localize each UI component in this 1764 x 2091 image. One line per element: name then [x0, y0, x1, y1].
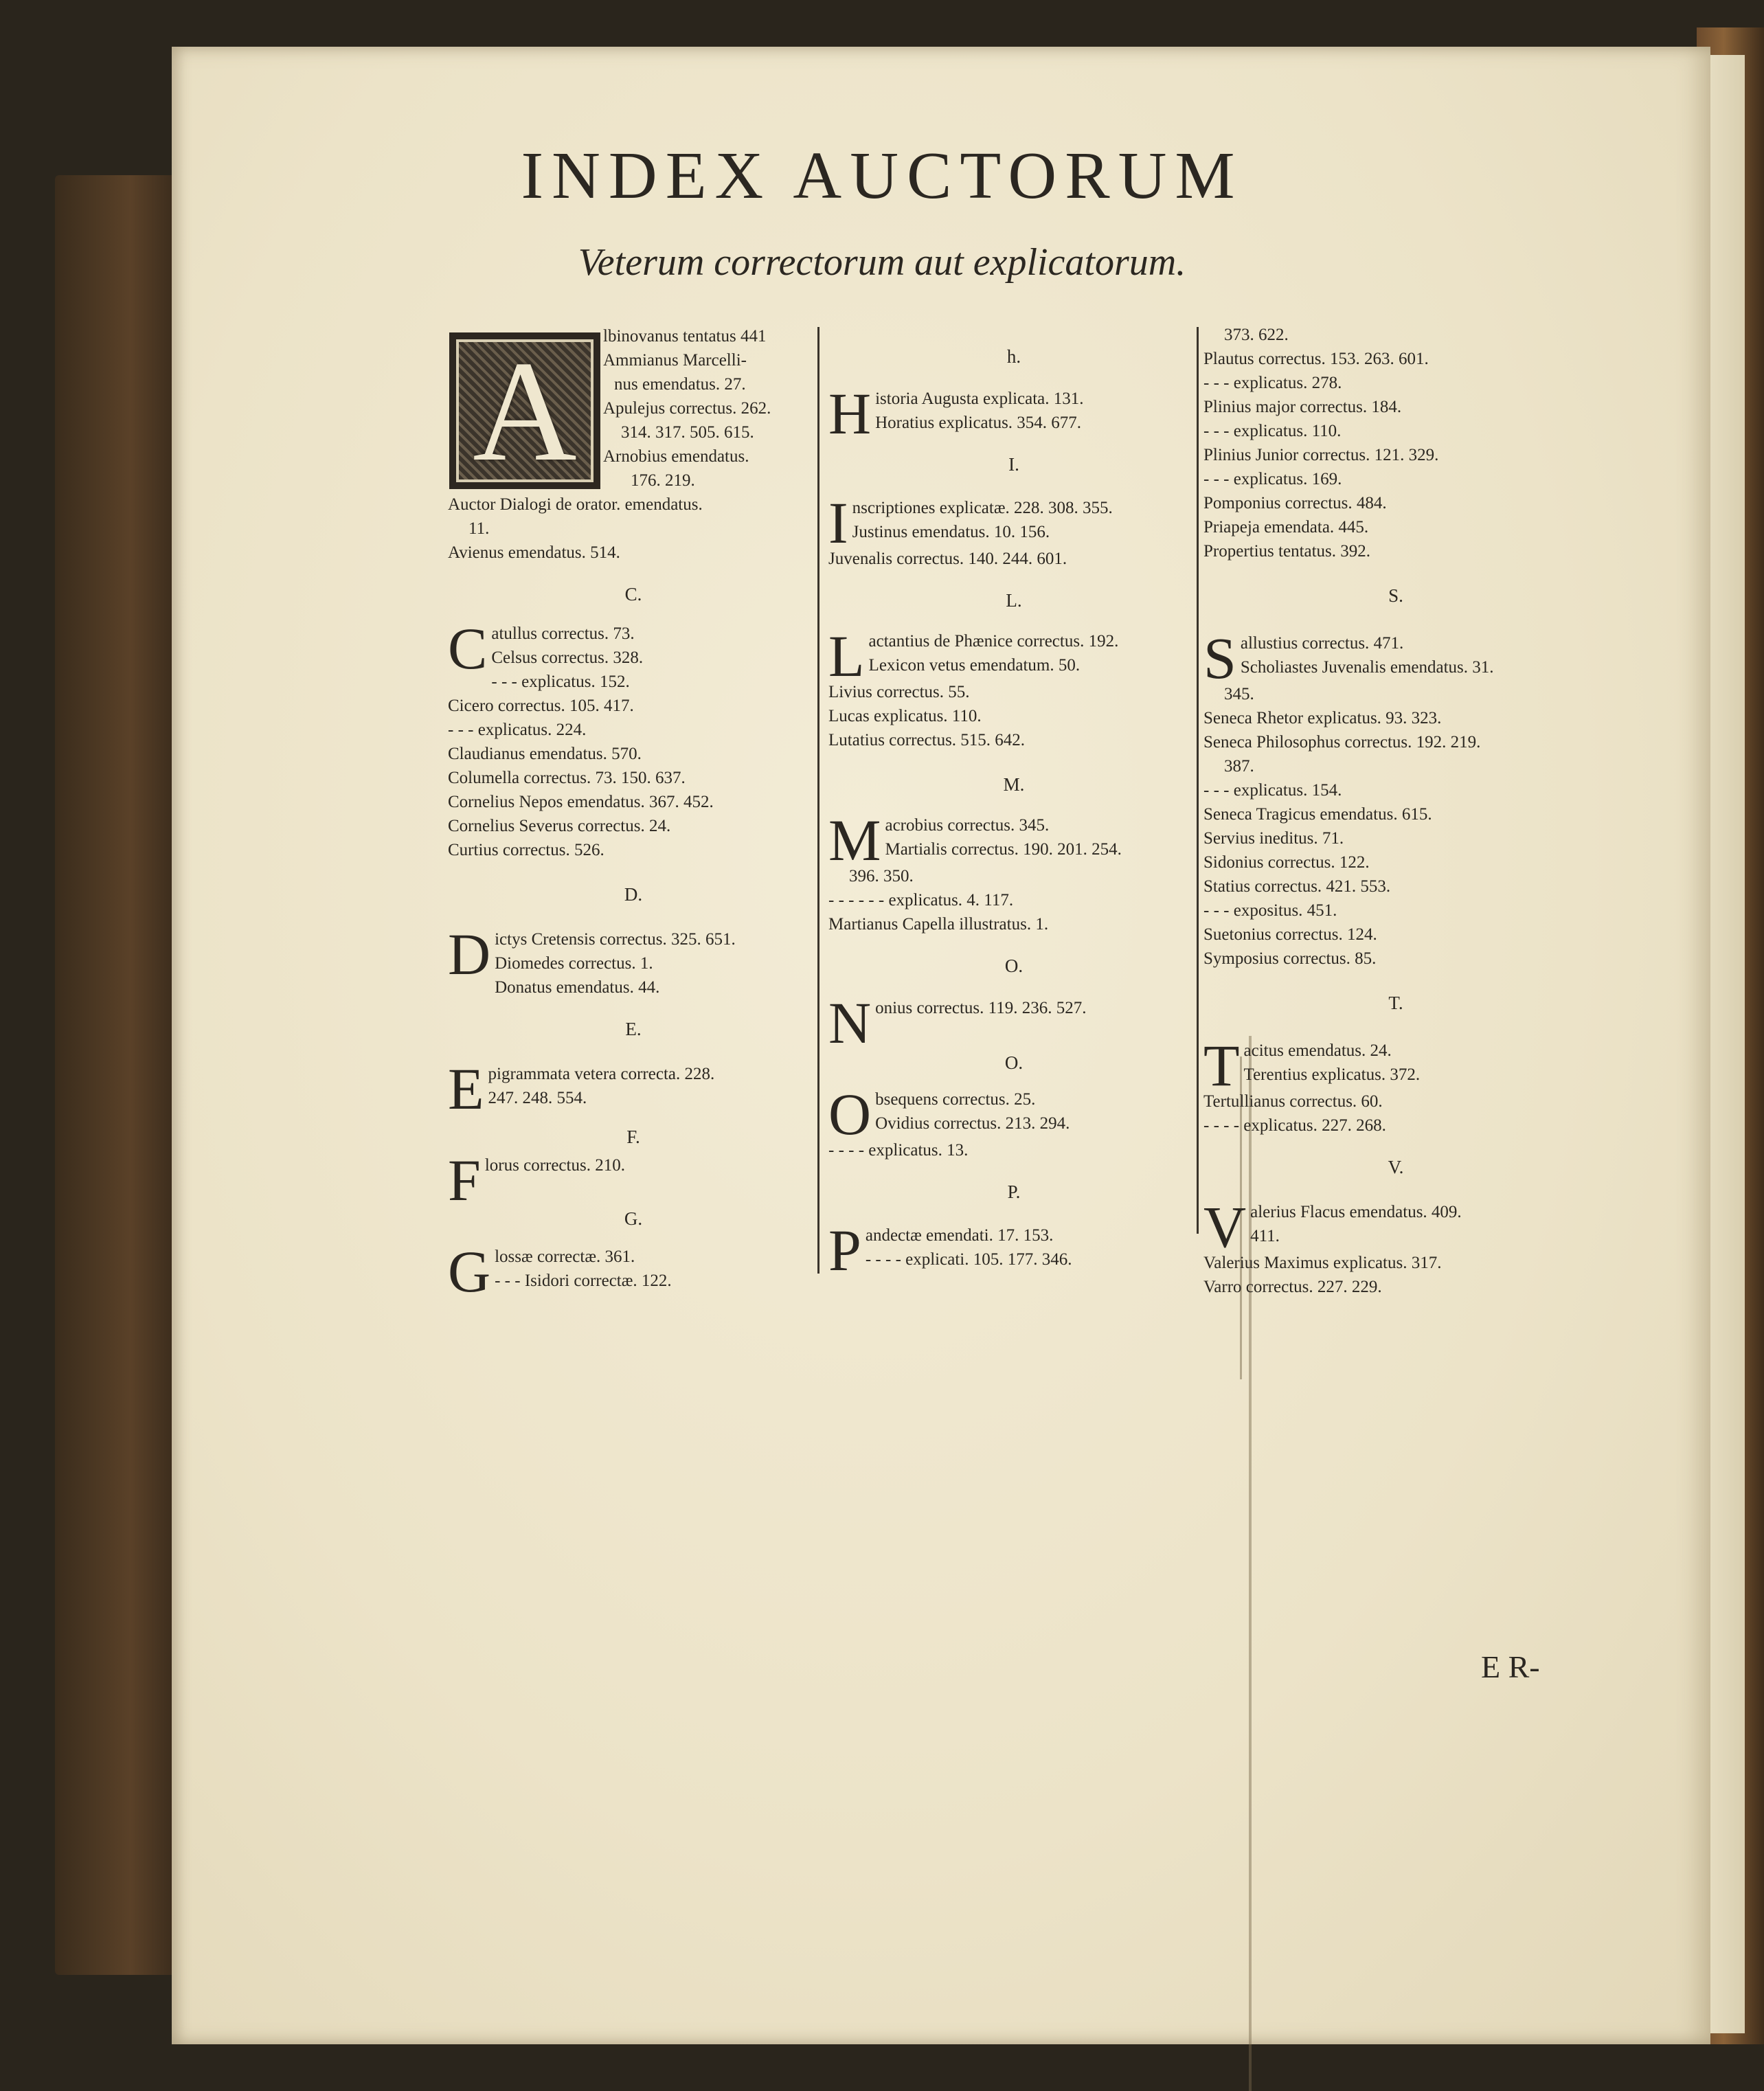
section-v [1203, 1194, 1588, 1299]
letter-header-c: C. [624, 584, 642, 604]
drop-cap-t: T [1203, 1032, 1240, 1098]
page-subtitle: Veterum correctorum aut explicatorum. [578, 241, 1186, 284]
index-entry: Plinius major correctus. 184. [1203, 398, 1402, 416]
letter-header-f: F. [626, 1127, 640, 1147]
index-entry: acrobius correctus. 345. [885, 816, 1050, 835]
section-t [1203, 1032, 1588, 1138]
letter-header-v: V. [1388, 1157, 1404, 1177]
drop-cap-p: P [828, 1217, 861, 1283]
index-entry: - - - - explicatus. 227. 268. [1203, 1116, 1386, 1135]
index-entry: Curtius correctus. 526. [448, 841, 604, 859]
letter-header-h: h. [1006, 346, 1021, 367]
letter-header-s: S. [1388, 585, 1403, 606]
index-entry: allustius correctus. 471. [1240, 634, 1404, 653]
index-entry: - - - - explicatus. 13. [828, 1141, 969, 1160]
index-entry: Auctor Dialogi de orator. emendatus. [448, 495, 703, 514]
page-title: INDEX AUCTORUM [521, 139, 1243, 213]
index-column-3 [1203, 323, 1588, 1299]
index-entry: Diomedes correctus. 1. [495, 954, 653, 973]
letter-header-e: E. [625, 1019, 642, 1039]
index-entry: - - - explicatus. 154. [1203, 781, 1342, 800]
drop-cap-f: F [448, 1147, 481, 1213]
index-entry: Ovidius correctus. 213. 294. [875, 1114, 1070, 1133]
drop-cap-m: M [828, 807, 881, 873]
index-entry: Apulejus correctus. 262. [603, 399, 771, 418]
letter-header-o: O. [1004, 1052, 1024, 1073]
index-entry: Suetonius correctus. 124. [1203, 925, 1377, 944]
letter-header-i: I. [1008, 454, 1019, 475]
letter-header-t: T. [1388, 993, 1403, 1013]
section-s [1203, 625, 1588, 971]
initial-letter: A [473, 332, 577, 491]
index-entry: Lexicon vetus emendatum. 50. [868, 656, 1081, 675]
index-entry: Martianus Capella illustratus. 1. [828, 915, 1049, 934]
section-h [828, 381, 1199, 447]
index-entry: Valerius Maximus explicatus. 317. [1203, 1254, 1442, 1272]
index-entry: Claudianus emendatus. 570. [448, 745, 642, 763]
index-entry: andectæ emendati. 17. 153. [865, 1226, 1054, 1245]
index-entry: lossæ correctæ. 361. [495, 1247, 635, 1266]
drop-cap-g: G [448, 1239, 491, 1304]
index-entry: ictys Cretensis correctus. 325. 651. [495, 930, 736, 949]
index-entry: - - - expositus. 451. [1203, 901, 1337, 920]
index-entry: 373. 622. [1224, 326, 1289, 344]
section-c [448, 615, 819, 862]
index-entry: 345. [1224, 685, 1254, 703]
index-entry: alerius Flacus emendatus. 409. [1250, 1203, 1462, 1221]
letter-header-n: O. [1004, 956, 1024, 976]
index-column-2 [828, 332, 1199, 1283]
section-g [448, 1239, 819, 1304]
letter-header-p: P. [1007, 1182, 1021, 1202]
index-entry: Ammianus Marcelli- [603, 351, 747, 370]
index-entry: Priapeja emendata. 445. [1203, 518, 1369, 536]
index-entry: lorus correctus. 210. [484, 1156, 625, 1175]
index-entry: onius correctus. 119. 236. 527. [875, 999, 1087, 1017]
letter-header-g: G. [624, 1208, 643, 1229]
index-entry: atullus correctus. 73. [491, 624, 635, 643]
index-entry: 314. 317. 505. 615. [621, 423, 754, 442]
drop-cap-i: I [828, 490, 848, 556]
section-i [828, 490, 1199, 571]
index-entry: Pomponius correctus. 484. [1203, 494, 1387, 512]
index-entry: Propertius tentatus. 392. [1203, 542, 1371, 561]
index-entry: Tertullianus correctus. 60. [1203, 1092, 1383, 1111]
index-entry: - - - explicatus. 110. [1203, 422, 1342, 440]
index-entry: Columella correctus. 73. 150. 637. [448, 769, 686, 787]
index-entry: Juvenalis correctus. 140. 244. 601. [828, 550, 1067, 568]
drop-cap-c: C [448, 615, 488, 681]
index-entry: - - - - explicati. 105. 177. 346. [865, 1250, 1072, 1269]
index-entry: - - - explicatus. 169. [1203, 470, 1342, 488]
index-entry: 411. [1250, 1227, 1280, 1245]
index-entry: Seneca Rhetor explicatus. 93. 323. [1203, 709, 1442, 727]
section-n [828, 990, 1199, 1056]
index-entry: Scholiastes Juvenalis emendatus. 31. [1240, 658, 1494, 677]
index-entry: Plautus correctus. 153. 263. 601. [1203, 350, 1429, 368]
index-entry: Seneca Tragicus emendatus. 615. [1203, 805, 1432, 824]
index-entry: Avienus emendatus. 514. [448, 543, 620, 562]
drop-cap-h: H [828, 381, 872, 447]
index-entry: Donatus emendatus. 44. [495, 978, 660, 997]
letter-header-m: M. [1003, 774, 1025, 795]
index-entry: Servius ineditus. 71. [1203, 829, 1344, 848]
index-entry: Martialis correctus. 190. 201. 254. [885, 840, 1122, 859]
drop-cap-n: N [828, 990, 872, 1056]
index-entry: Cicero correctus. 105. 417. [448, 697, 634, 715]
index-entry: 396. 350. [849, 867, 914, 885]
catchword: E R- [1481, 1649, 1540, 1684]
index-entry: - - - explicatus. 224. [448, 721, 587, 739]
index-column-1 [448, 324, 819, 1304]
index-entry: Livius correctus. 55. [828, 683, 970, 701]
index-entry: Lucas explicatus. 110. [828, 707, 982, 725]
index-entry: acitus emendatus. 24. [1243, 1041, 1392, 1060]
index-entry: istoria Augusta explicata. 131. [875, 389, 1084, 408]
index-entry: bsequens correctus. 25. [875, 1090, 1036, 1109]
index-entry: Horatius explicatus. 354. 677. [875, 414, 1082, 432]
index-entry: 176. 219. [631, 471, 695, 490]
index-entry: - - - explicatus. 278. [1203, 374, 1342, 392]
index-entry: Arnobius emendatus. [603, 447, 749, 466]
index-entry: Statius correctus. 421. 553. [1203, 877, 1391, 896]
index-entry: Plinius Junior correctus. 121. 329. [1203, 446, 1439, 464]
section-m [828, 807, 1199, 936]
index-entry: Symposius correctus. 85. [1203, 949, 1377, 968]
index-entry: nus emendatus. 27. [614, 375, 746, 394]
index-entry: Seneca Philosophus correctus. 192. 219. [1203, 733, 1481, 751]
index-entry: - - - explicatus. 152. [491, 672, 630, 691]
section-o [828, 1081, 1199, 1162]
drop-cap-e: E [448, 1056, 484, 1122]
letter-header-l: L. [1006, 590, 1022, 611]
index-entry: Sidonius correctus. 122. [1203, 853, 1370, 872]
section-p-continued [1203, 323, 1588, 563]
drop-cap-v: V [1203, 1194, 1247, 1260]
index-entry: Justinus emendatus. 10. 156. [852, 523, 1050, 541]
index-entry: lbinovanus tentatus 441 [603, 327, 767, 346]
index-entry: actantius de Phænice correctus. 192. [868, 632, 1119, 651]
index-entry: nscriptiones explicatæ. 228. 308. 355. [852, 499, 1113, 517]
drop-cap-l: L [828, 623, 865, 689]
section-d [448, 921, 819, 999]
index-entry: 11. [468, 519, 490, 538]
index-entry: - - - - - - explicatus. 4. 117. [828, 891, 1014, 909]
index-entry: Terentius explicatus. 372. [1243, 1065, 1421, 1084]
section-l [828, 623, 1199, 752]
index-entry: 387. [1224, 757, 1254, 776]
drop-cap-s: S [1203, 625, 1236, 691]
section-f [448, 1147, 819, 1213]
index-entry: Cornelius Nepos emendatus. 367. 452. [448, 793, 714, 811]
index-entry: pigrammata vetera correcta. 228. [488, 1065, 715, 1083]
drop-cap-o: O [828, 1081, 872, 1147]
letter-header-d: D. [624, 884, 643, 905]
index-entry: 247. 248. 554. [488, 1089, 587, 1107]
drop-cap-d: D [448, 921, 491, 987]
section-e [448, 1056, 819, 1122]
index-entry: Celsus correctus. 328. [491, 648, 644, 667]
section-p [828, 1217, 1199, 1283]
index-entry: Varro correctus. 227. 229. [1203, 1278, 1382, 1296]
index-entry: - - - Isidori correctæ. 122. [495, 1271, 672, 1290]
index-entry: Lutatius correctus. 515. 642. [828, 731, 1026, 749]
index-entry: Cornelius Severus correctus. 24. [448, 817, 671, 835]
section-a [448, 324, 819, 565]
